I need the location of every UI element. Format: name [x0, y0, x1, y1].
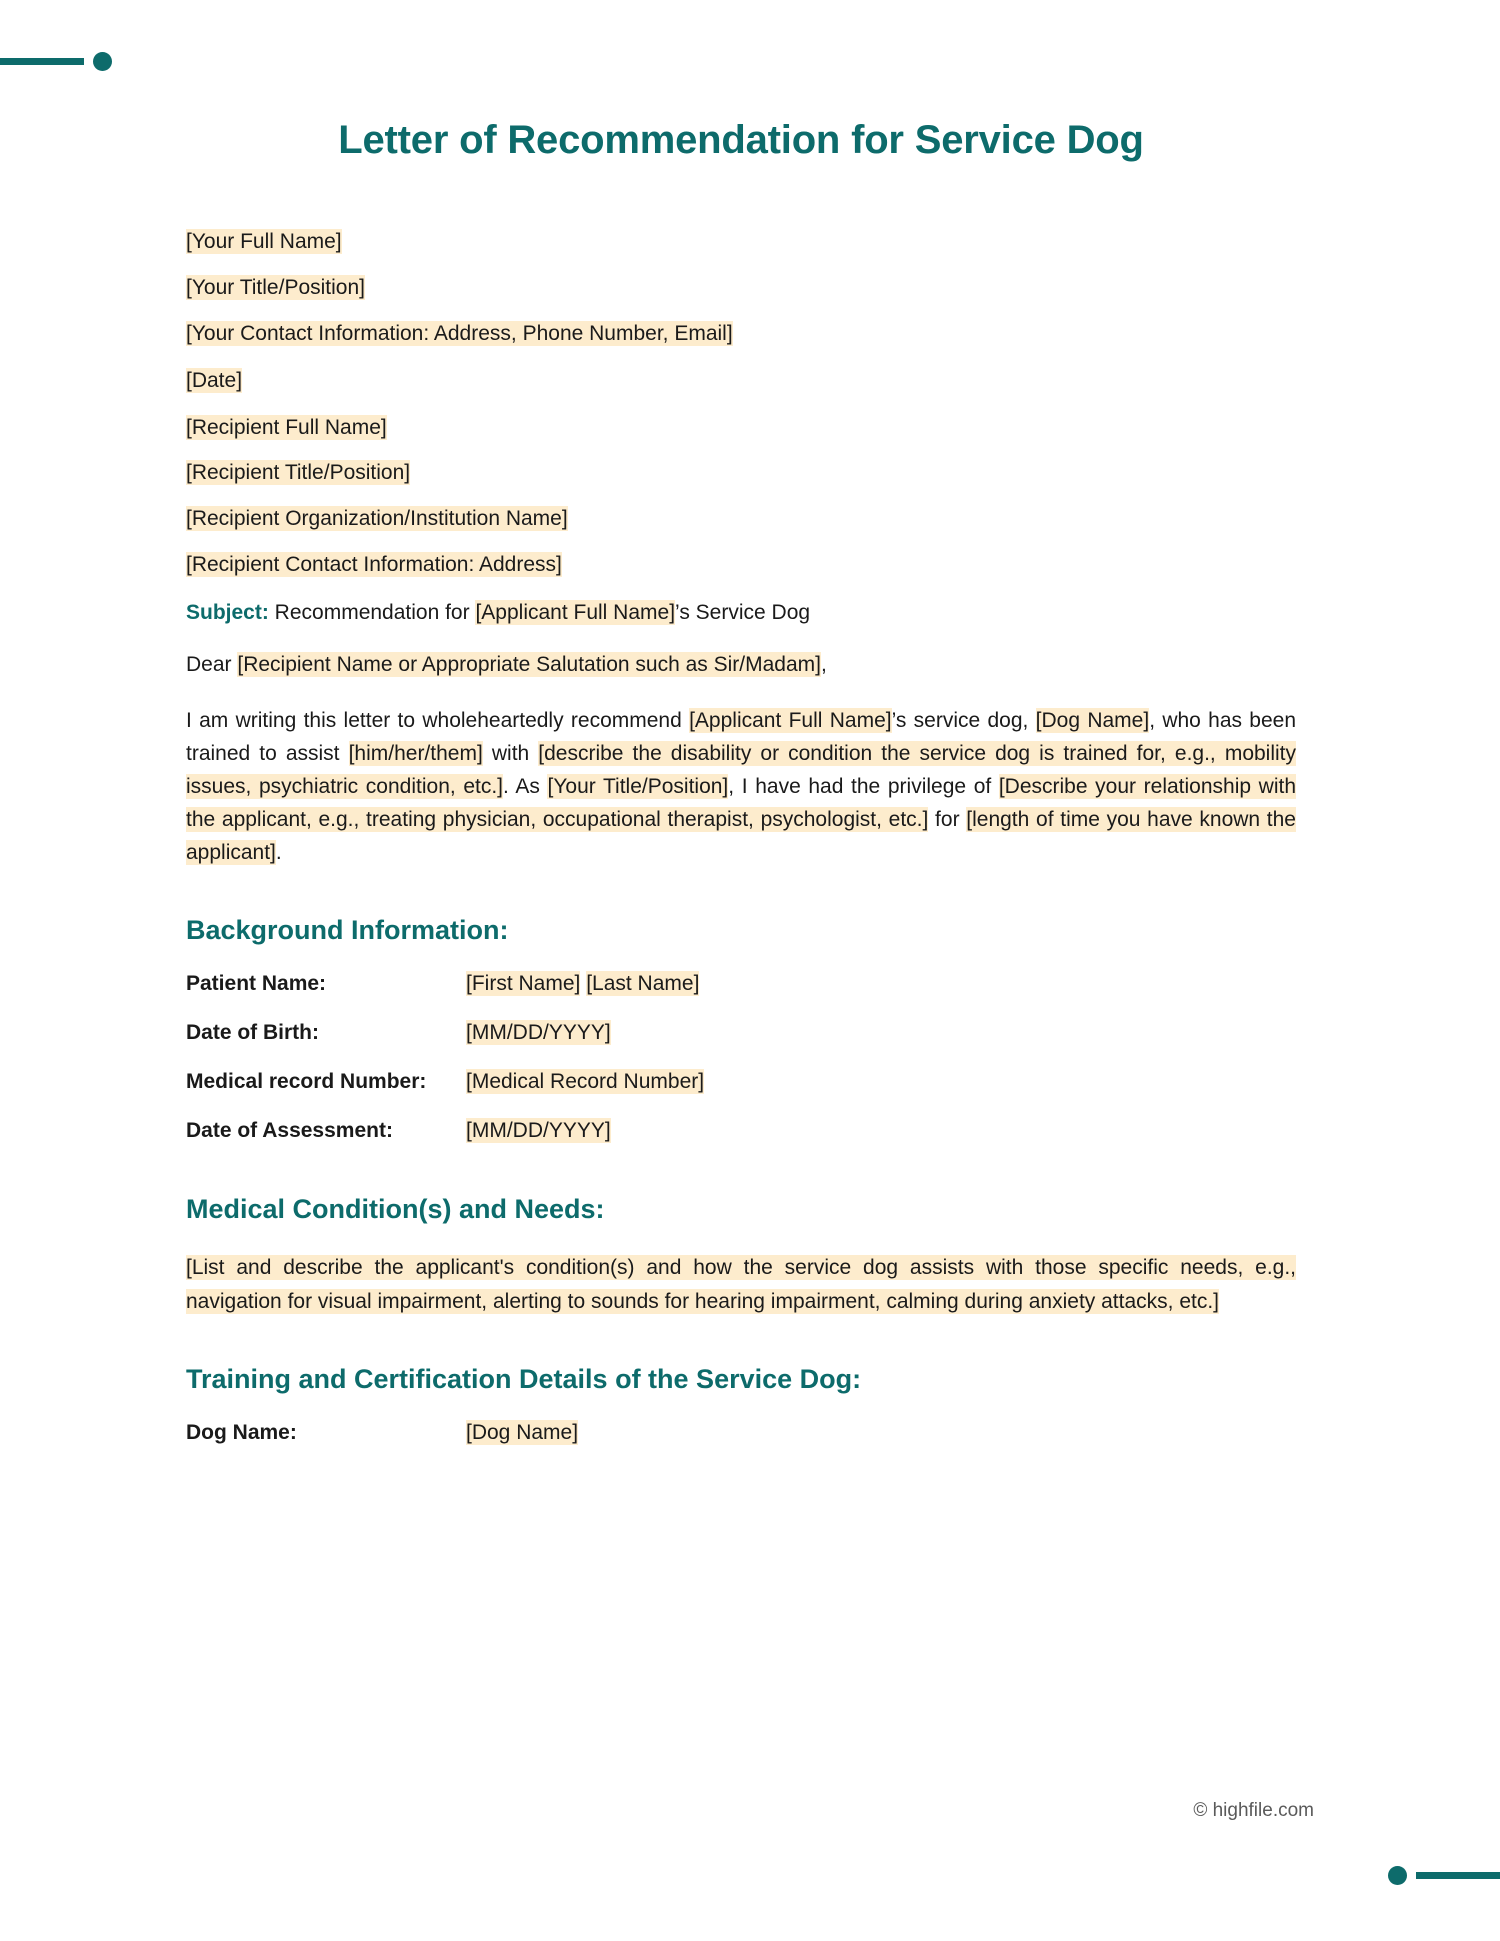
page-title: Letter of Recommendation for Service Dog: [338, 118, 1144, 162]
sender-name-placeholder[interactable]: [Your Full Name]: [186, 230, 342, 253]
intro-text-7: for: [928, 808, 967, 832]
salutation-line: [186, 651, 1296, 678]
intro-relationship-placeholder[interactable]: [Describe your relationship with the applicant, e.g., treating physician, occupational therapist, psychologist, etc.]: [186, 774, 1297, 832]
intro-paragraph: [186, 704, 1296, 870]
intro-applicant-placeholder[interactable]: [Applicant Full Name]: [689, 708, 892, 732]
intro-dog-name-placeholder[interactable]: [Dog Name]: [1035, 708, 1150, 732]
recipient-contact-placeholder[interactable]: [Recipient Contact Information: Address]: [186, 553, 562, 577]
sender-contact-placeholder[interactable]: [Your Contact Information: Address, Phone Number, Email]: [186, 321, 733, 345]
spacer: [186, 1168, 1296, 1194]
recipient-name-line: [186, 415, 1296, 442]
salutation-suffix: ,: [820, 653, 827, 677]
recipient-organization-line: [186, 506, 1296, 533]
spacer: [186, 348, 1296, 368]
medical-record-number-placeholder[interactable]: [Medical Record Number]: [466, 1070, 705, 1094]
intro-text-8: .: [275, 841, 282, 865]
field-label: Patient Name:: [186, 972, 327, 996]
intro-text-2: ’s service dog,: [891, 708, 1036, 732]
decorative-dot: [1388, 1866, 1407, 1885]
intro-text-1: I am writing this letter to wholeheartedly recommend: [186, 708, 690, 732]
field-value: [466, 972, 699, 996]
field-value: [466, 1421, 578, 1445]
recipient-name-placeholder[interactable]: [Recipient Full Name]: [186, 415, 387, 439]
spacer: [186, 579, 1296, 599]
decorative-top-left-mark: [0, 52, 112, 71]
subject-line: [186, 599, 1296, 626]
sender-title-line: [186, 275, 1296, 302]
recipient-title-placeholder[interactable]: [Recipient Title/Position]: [186, 461, 411, 485]
date-placeholder[interactable]: [Date]: [186, 368, 243, 392]
subject-label: Subject:: [186, 601, 269, 624]
sender-contact-line: [186, 321, 1296, 348]
subject-text-after: ’s Service Dog: [675, 601, 811, 624]
intro-duration-placeholder[interactable]: [length of time you have known the applicant]: [186, 808, 1296, 865]
field-value: [466, 1021, 611, 1045]
field-row-medical-record-number: [186, 1070, 1296, 1094]
date-of-assessment-placeholder[interactable]: [MM/DD/YYYY]: [466, 1119, 611, 1143]
intro-text-4: with: [482, 741, 539, 765]
date-block: [186, 368, 1296, 395]
recipient-block: [186, 415, 1296, 580]
field-row-dog-name: [186, 1421, 1296, 1445]
document-content: [186, 118, 1296, 1470]
decorative-bar: [0, 58, 84, 65]
recipient-organization-placeholder[interactable]: [Recipient Organization/Institution Name]: [186, 507, 568, 531]
decorative-dot: [93, 52, 112, 71]
subject-text-before: Recommendation for: [268, 601, 476, 624]
dog-name-placeholder[interactable]: [Dog Name]: [466, 1420, 579, 1444]
intro-text-3: , who has been trained to assist: [186, 708, 1297, 765]
field-label: Dog Name:: [186, 1420, 297, 1444]
medical-condition-placeholder[interactable]: [List and describe the applicant's condition(s) and how the service dog assists with those specific needs, e.g., navigation for visual impairment, alerting to sounds for hearing impairment, calming during anxiety attacks, etc.]: [186, 1256, 1296, 1313]
intro-condition-placeholder[interactable]: [describe the disability or condition the service dog is trained for, e.g., mobility issues, psychiatric condition, etc.]: [186, 741, 1297, 798]
sender-title-placeholder[interactable]: [Your Title/Position]: [186, 275, 365, 299]
date-line: [186, 368, 1296, 395]
footer-credit: © highfile.com: [1193, 1800, 1314, 1821]
medical-section-heading: Medical Condition(s) and Needs:: [186, 1194, 605, 1225]
spacer: [186, 395, 1296, 415]
intro-text-6: , I have had the privilege of: [728, 774, 999, 798]
medical-condition-paragraph: [186, 1251, 1296, 1317]
decorative-bar: [1416, 1872, 1500, 1879]
sender-block: [186, 229, 1296, 348]
recipient-contact-line: [186, 552, 1296, 579]
patient-last-name-placeholder[interactable]: [Last Name]: [586, 972, 700, 996]
intro-your-title-placeholder[interactable]: [Your Title/Position]: [547, 774, 729, 798]
decorative-bottom-right-mark: [1388, 1866, 1500, 1885]
patient-first-name-placeholder[interactable]: [First Name]: [466, 972, 581, 996]
sender-name-line: [186, 229, 1296, 256]
salutation-placeholder[interactable]: [Recipient Name or Appropriate Salutation such as Sir/Madam]: [237, 653, 821, 677]
field-label: Date of Assessment:: [186, 1119, 393, 1143]
field-row-patient-name: [186, 972, 1296, 996]
subject-applicant-placeholder[interactable]: [Applicant Full Name]: [475, 601, 676, 624]
training-section-heading: Training and Certification Details of the Service Dog:: [186, 1363, 862, 1394]
background-section-heading: Background Information:: [186, 915, 509, 946]
field-row-date-of-assessment: [186, 1119, 1296, 1143]
field-label: Date of Birth:: [186, 1021, 319, 1045]
recipient-title-line: [186, 460, 1296, 487]
intro-pronoun-placeholder[interactable]: [him/her/them]: [348, 741, 483, 765]
field-value: [466, 1119, 611, 1143]
field-value: [466, 1070, 704, 1094]
intro-text-5: . As: [503, 774, 548, 798]
salutation-prefix: Dear: [186, 653, 238, 677]
field-label: Medical record Number:: [186, 1070, 427, 1094]
field-row-date-of-birth: [186, 1021, 1296, 1045]
date-of-birth-placeholder[interactable]: [MM/DD/YYYY]: [466, 1021, 611, 1045]
